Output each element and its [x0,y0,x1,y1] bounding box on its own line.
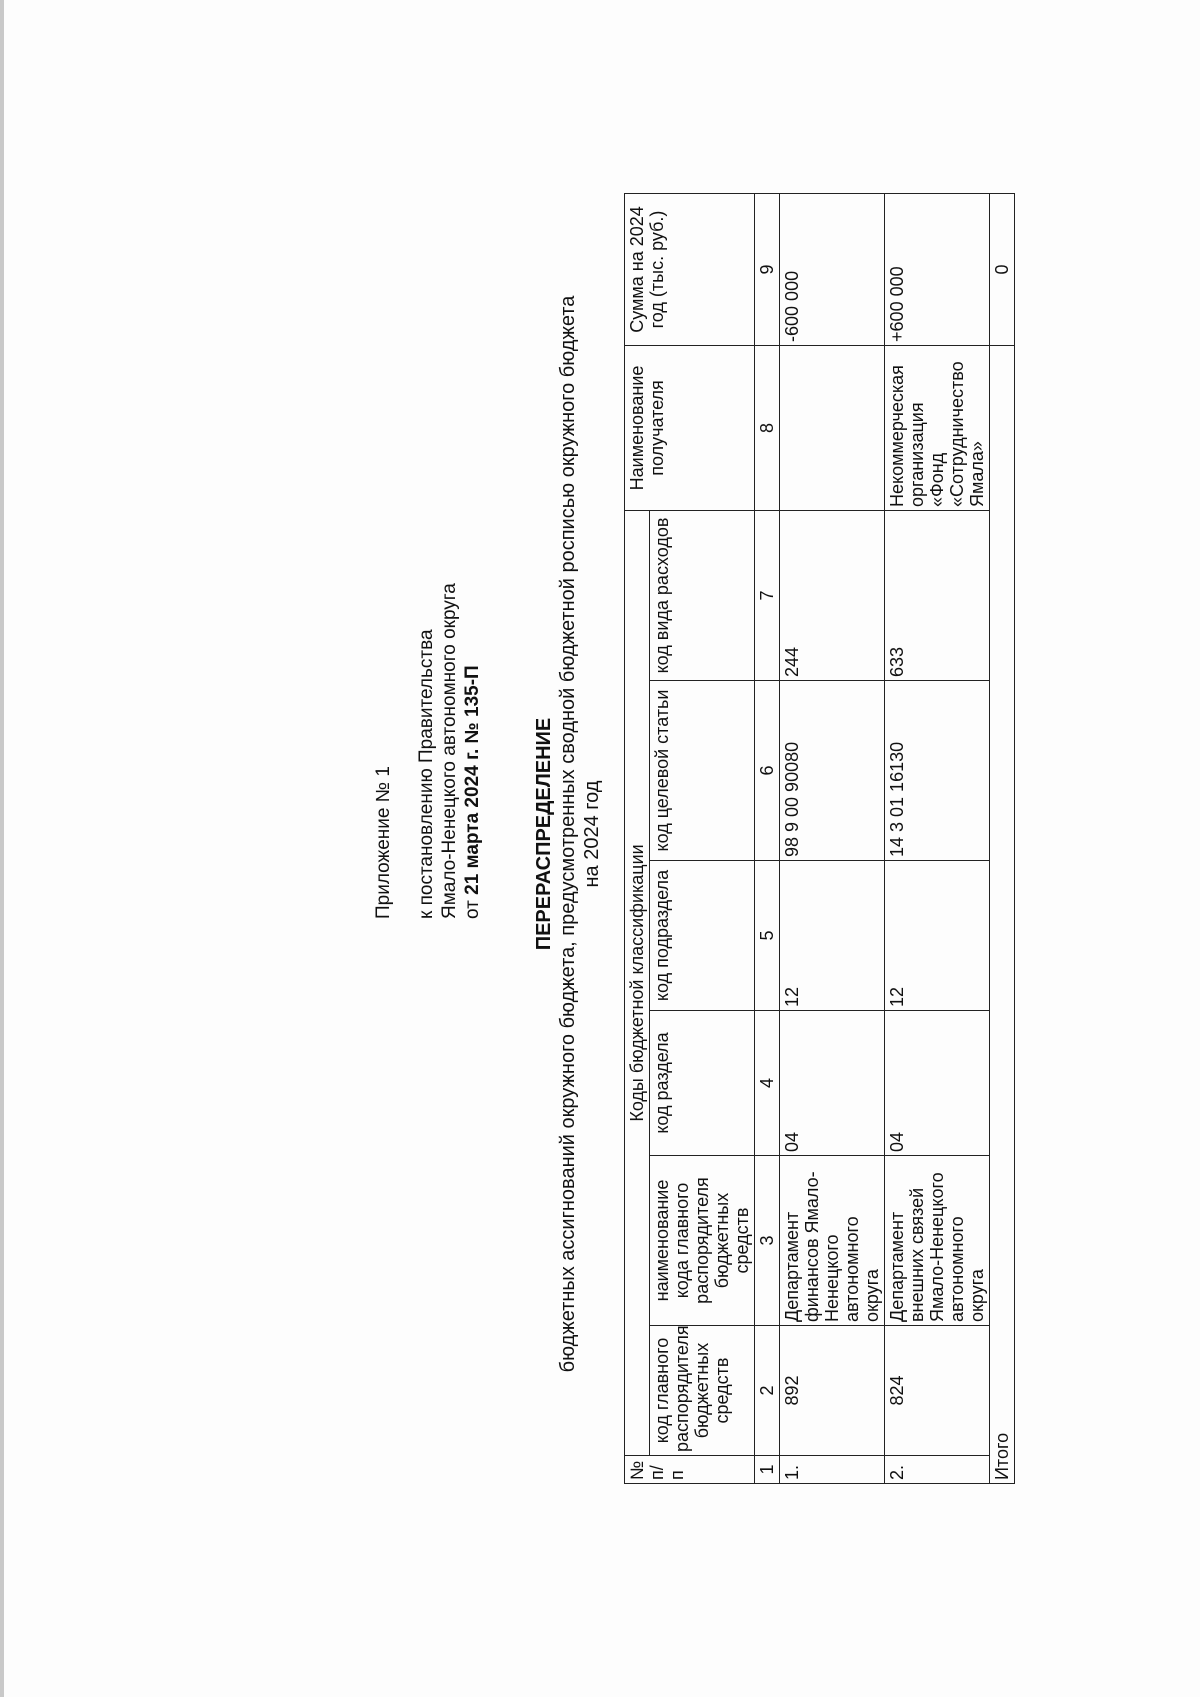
appendix-reference-line1: к постановлению Правительства [416,629,437,919]
appendix-date-prefix: от [462,900,483,919]
row-manager-code: 824 [885,1326,990,1456]
table-total-row [990,193,1015,1483]
appendix-reference-line2: Ямало-Ненецкого автономного округа [439,583,460,919]
column-number: 9 [755,193,780,345]
header-subsection-code: код подраздела [650,861,755,1011]
row-section-code: 04 [885,1011,990,1156]
total-value: 0 [990,193,1015,345]
document-content [174,184,1015,1484]
column-number: 7 [755,510,780,680]
document-subtitle-line2: на 2024 год [581,780,603,888]
header-expense-code: код вида расходов [650,510,755,680]
header-amount: Сумма на 2024 год (тыс. руб.) [625,193,755,345]
row-manager-code: 892 [780,1326,885,1456]
header-num: № п/п [625,1456,755,1484]
document-title-block [532,184,604,1484]
row-num: 2. [885,1456,990,1484]
table-row [780,193,885,1483]
table-column-numbers-row [755,193,780,1483]
column-number: 3 [755,1156,780,1326]
header-group-codes: Коды бюджетной классификации [625,510,650,1455]
header-target-code: код целевой статьи [650,681,755,861]
row-amount: -600 000 [780,193,885,345]
header-main-manager-code: код главного распорядителя бюджетных средств [650,1326,755,1456]
total-label: Итого [990,345,1015,1483]
redistribution-table [624,193,1015,1484]
appendix-date-value: 21 марта 2024 г. № 135-П [462,665,483,895]
header-main-manager-name: наименование кода главного распорядителя бюджетных средств [650,1156,755,1326]
row-amount: +600 000 [885,193,990,345]
appendix-number: Приложение № 1 [373,766,394,919]
column-number: 4 [755,1011,780,1156]
row-expense-code: 244 [780,510,885,680]
column-number: 6 [755,681,780,861]
column-number: 2 [755,1326,780,1456]
row-recipient [780,345,885,510]
row-recipient: Некоммерческая организация «Фонд «Сотрудничество Ямала» [885,345,990,510]
row-manager-name: Департамент внешних связей Ямало-Ненецкого автономного округа [885,1156,990,1326]
header-recipient: Наименование получателя [625,345,755,510]
row-num: 1. [780,1456,885,1484]
document-subtitle-line1: бюджетных ассигнований окружного бюджета, предусмотренных сводной бюджетной росписью окружного бюджета [557,295,579,1373]
row-manager-name: Департамент финансов Ямало-Ненецкого автономного округа [780,1156,885,1326]
appendix-block [372,184,484,919]
column-number: 1 [755,1456,780,1484]
row-subsection-code: 12 [780,861,885,1011]
document-page [4,0,1200,1697]
row-subsection-code: 12 [885,861,990,1011]
row-target-code: 98 9 00 90080 [780,681,885,861]
row-section-code: 04 [780,1011,885,1156]
column-number: 5 [755,861,780,1011]
row-target-code: 14 3 01 16130 [885,681,990,861]
document-title: ПЕРЕРАСПРЕДЕЛЕНИЕ [533,717,555,951]
table-header-row-1 [625,193,650,1483]
table-row [885,193,990,1483]
appendix-date [461,184,484,919]
column-number: 8 [755,345,780,510]
header-section-code: код раздела [650,1011,755,1156]
rotated-content [174,49,1034,1649]
row-expense-code: 633 [885,510,990,680]
